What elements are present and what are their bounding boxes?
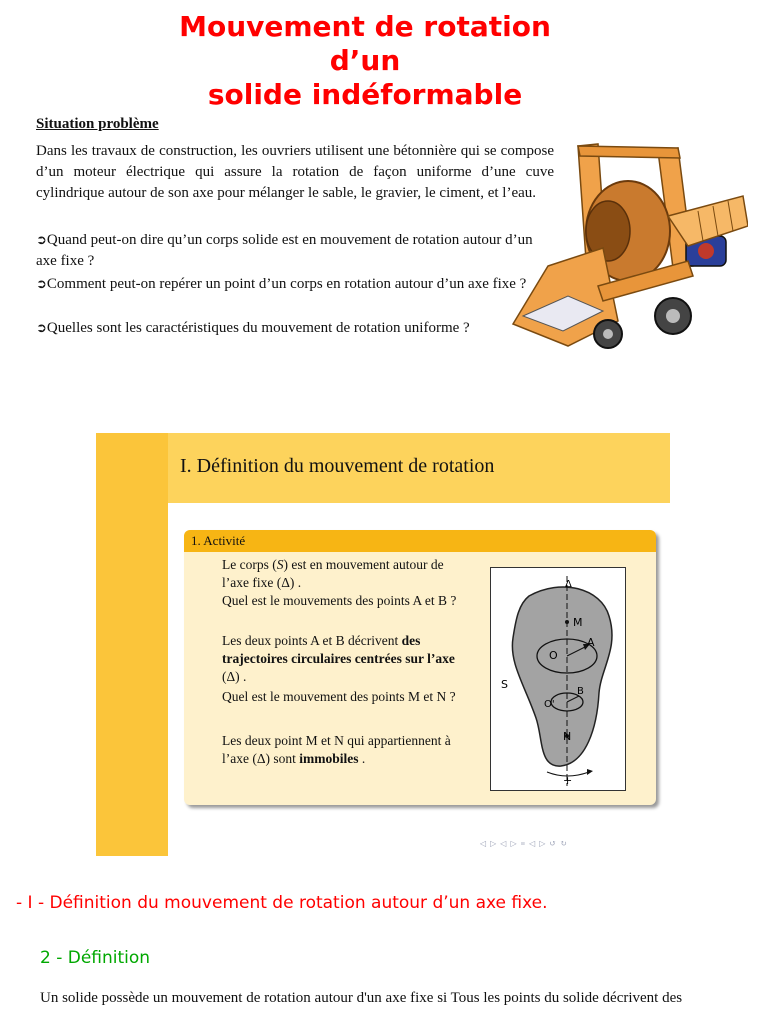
label-o: O bbox=[549, 649, 558, 662]
p3-pre: Les deux points A et B décrivent bbox=[222, 633, 402, 648]
activity-question-ab: Quel est le mouvements des points A et B ? bbox=[222, 593, 457, 608]
slide-navigation-icons: ◁ ▷ ◁ ▷ ≡ ◁ ▷ ↺ ↻ bbox=[480, 839, 568, 848]
title-line-1: Mouvement de rotation bbox=[179, 10, 551, 43]
definition-text: Un solide possède un mouvement de rotation autour d'un axe fixe si Tous les points du solide décrivent des bbox=[40, 990, 683, 1006]
activity-paragraph-1 bbox=[222, 556, 462, 610]
slide-left-band bbox=[96, 503, 168, 856]
arrow-bullet-icon: ➲ bbox=[36, 277, 47, 292]
p1-pre: Le corps ( bbox=[222, 557, 277, 572]
section-i-heading: - I - Définition du mouvement de rotation autour d’un axe fixe. bbox=[16, 893, 548, 913]
activity-answer-ab bbox=[222, 632, 462, 686]
activity-header: 1. Activité bbox=[184, 530, 656, 552]
activity-box bbox=[184, 530, 656, 805]
p3-post: (Δ) . bbox=[222, 669, 247, 684]
question-3 bbox=[36, 318, 546, 339]
label-s: S bbox=[501, 678, 508, 691]
p5-post: . bbox=[358, 751, 366, 766]
question-1-text: Quand peut-on dire qu’un corps solide est en mouvement de rotation autour d’un axe fixe ? bbox=[36, 232, 533, 269]
rotation-arrowhead-icon bbox=[587, 769, 593, 775]
p3-bold: des trajectoires circulaires centrées sur l’axe bbox=[222, 633, 455, 666]
section-2-heading: 2 - Définition bbox=[40, 948, 151, 968]
p5-pre: Les deux point M et N qui appartiennent à l’axe (Δ) sont bbox=[222, 733, 451, 766]
label-m: M bbox=[573, 616, 583, 629]
document-title bbox=[110, 10, 620, 108]
situation-paragraph: Dans les travaux de construction, les ouvriers utilisent une bétonnière qui se compose d’un moteur électrique qui assure la rotation de façon uniforme d’une cuve cylindrique autour de son axe pour mélanger le sable, le gravier, le ciment, et l’eau. bbox=[36, 143, 554, 201]
rotation-figure-drawing bbox=[491, 568, 625, 790]
question-1 bbox=[36, 230, 546, 272]
label-o-prime: O' bbox=[544, 699, 555, 710]
title-line-2: d’un bbox=[329, 44, 401, 77]
concrete-mixer-illustration bbox=[508, 136, 748, 358]
point-m bbox=[565, 620, 569, 624]
question-2 bbox=[36, 274, 546, 295]
slide-corner-block bbox=[96, 433, 168, 503]
label-n: N bbox=[563, 730, 572, 743]
p1-post: ) est en mouvement autour de l’axe fixe (Δ) . bbox=[222, 557, 444, 590]
activity-answer-mn bbox=[222, 732, 462, 768]
title-line-3: solide indéformable bbox=[207, 78, 523, 108]
arrow-bullet-icon: ➲ bbox=[36, 321, 47, 336]
situation-heading: Situation problème bbox=[36, 116, 159, 132]
label-plus: + bbox=[563, 774, 573, 787]
arrow-bullet-icon: ➲ bbox=[36, 233, 47, 248]
question-3-text: Quelles sont les caractéristiques du mouvement de rotation uniforme ? bbox=[46, 320, 470, 336]
slide-title: I. Définition du mouvement de rotation bbox=[180, 455, 495, 477]
lesson-slide bbox=[96, 433, 670, 856]
p1-variable: S bbox=[276, 557, 284, 572]
activity-question-mn: Quel est le mouvement des points M et N ? bbox=[222, 689, 456, 704]
question-2-text: Comment peut-on repérer un point d’un corps en rotation autour d’un axe fixe ? bbox=[46, 276, 527, 292]
label-b: B bbox=[577, 686, 584, 697]
label-a: A bbox=[587, 636, 595, 649]
label-delta: Δ bbox=[565, 579, 572, 590]
rotation-figure bbox=[490, 567, 626, 791]
p5-bold: immobiles bbox=[299, 751, 359, 766]
